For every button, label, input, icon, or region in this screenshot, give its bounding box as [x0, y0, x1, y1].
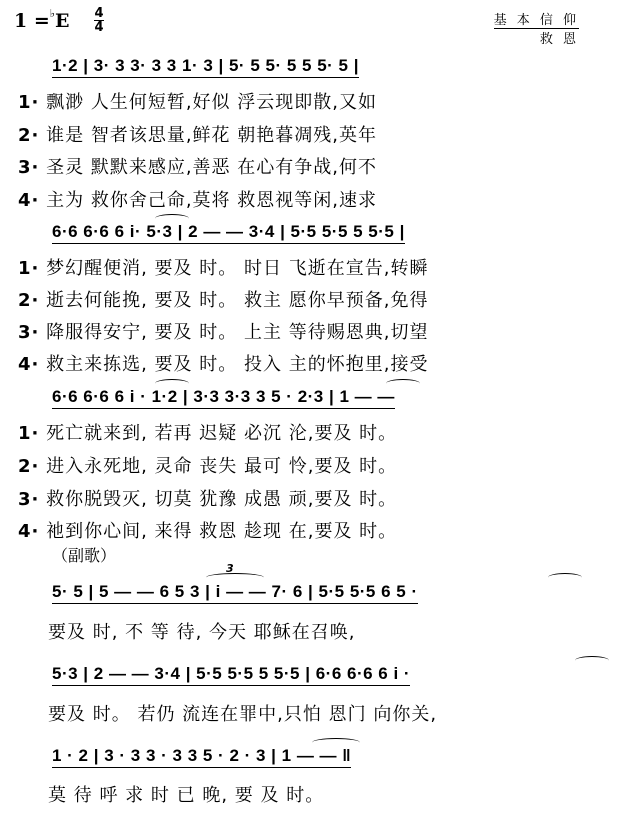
- verse-text: 救主来拣选, 要及 时。 投入 主的怀抱里,接受: [46, 354, 429, 375]
- verse-number: 1·: [18, 423, 40, 444]
- verse-text: 救你脱毁灭, 切莫 犹豫 成愚 顽,要及 时。: [46, 489, 398, 510]
- verse-line-2-2: [18, 286, 428, 312]
- verse-number: 4·: [18, 521, 40, 542]
- verse-number: 1·: [18, 258, 40, 279]
- chorus-lyric-line-3: 莫 待 呼 求 时 已 晚, 要 及 时。: [48, 785, 325, 806]
- chorus-notes-line-1: 5· 5 | 5 — — 6 5 3 | i — — 7· 6 | 5·5 5·5 6 5 ·: [52, 582, 418, 604]
- verse-text: 谁是 智者该思量,鲜花 朝艳暮凋残,英年: [46, 125, 377, 146]
- key-prefix: 1 =: [14, 10, 50, 32]
- verse-text: 逝去何能挽, 要及 时。 救主 愿你早预备,免得: [46, 290, 429, 311]
- notes-line-3: 6·6 6·6 6 i · 1·2 | 3·3 3·3 3 5 · 2·3 | 1 — —: [52, 387, 395, 409]
- key-signature: [14, 7, 70, 32]
- verse-text: 进入永死地, 灵命 丧失 最可 怜,要及 时。: [46, 456, 398, 477]
- verse-text: 死亡就来到, 若再 迟疑 必沉 沦,要及 时。: [46, 423, 398, 444]
- slur-mark: [548, 573, 582, 582]
- key-letter: E: [54, 10, 70, 32]
- verse-number: 2·: [18, 456, 40, 477]
- notes-line-2: 6·6 6·6 6 i· 5·3 | 2 — — 3·4 | 5·5 5·5 5 5·5 |: [52, 222, 405, 244]
- chorus-notes-line-3: 1 · 2 | 3 · 3 3 · 3 3 5 · 2 · 3 | 1 — — ‖: [52, 746, 351, 768]
- slur-mark: [206, 573, 264, 582]
- verse-text: 梦幻醒便消, 要及 时。 时日 飞逝在宣告,转瞬: [46, 258, 429, 279]
- verse-text: 祂到你心间, 来得 救恩 趁现 在,要及 时。: [46, 521, 398, 542]
- credit-title: 救 恩: [539, 32, 579, 47]
- time-top: 4: [94, 6, 104, 21]
- chorus-lyric-line-1: 要及 时, 不 等 待, 今天 耶稣在召唤,: [48, 622, 356, 643]
- time-bottom: 4: [94, 20, 104, 35]
- verse-number: 2·: [18, 125, 40, 146]
- flat-symbol: ♭: [49, 7, 55, 20]
- verse-number: 1·: [18, 92, 40, 113]
- verse-number: 2·: [18, 290, 40, 311]
- verse-text: 飘渺 人生何短暂,好似 浮云现即散,又如: [46, 92, 377, 113]
- verse-number: 3·: [18, 489, 40, 510]
- verse-line-3-4: [18, 517, 397, 543]
- notes-line-1: 1·2 | 3· 3 3· 3 3 1· 3 | 5· 5 5· 5 5 5· 5 |: [52, 56, 359, 78]
- verse-number: 3·: [18, 322, 40, 343]
- verse-number: 4·: [18, 354, 40, 375]
- verse-text: 降服得安宁, 要及 时。 上主 等待赐恩典,切望: [46, 322, 429, 343]
- verse-line-2-1: [18, 254, 428, 280]
- slur-mark: [575, 656, 609, 665]
- credit-category: 基 本 信 仰: [494, 9, 579, 29]
- verse-text: 圣灵 默默来感应,善恶 在心有争战,何不: [46, 157, 377, 178]
- verse-line-1-1: [18, 88, 377, 114]
- verse-line-3-1: [18, 419, 397, 445]
- chorus-label: （副歌）: [52, 546, 117, 565]
- verse-number: 3·: [18, 157, 40, 178]
- verse-line-1-3: [18, 153, 377, 179]
- chorus-notes-line-2: 5·3 | 2 — — 3·4 | 5·5 5·5 5 5·5 | 6·6 6·6 6 i ·: [52, 664, 410, 686]
- verse-line-1-4: [18, 186, 377, 212]
- triplet-mark: 3: [226, 562, 234, 575]
- verse-text: 主为 救你舍己命,莫将 救恩视等闲,速求: [46, 190, 377, 211]
- verse-line-1-2: [18, 121, 377, 147]
- verse-number: 4·: [18, 190, 40, 211]
- verse-line-3-2: [18, 452, 397, 478]
- verse-line-2-4: [18, 350, 428, 376]
- verse-line-3-3: [18, 485, 397, 511]
- time-signature: [94, 7, 104, 34]
- verse-line-2-3: [18, 318, 428, 344]
- chorus-lyric-line-2: 要及 时。 若仍 流连在罪中,只怕 恩门 向你关,: [48, 704, 438, 725]
